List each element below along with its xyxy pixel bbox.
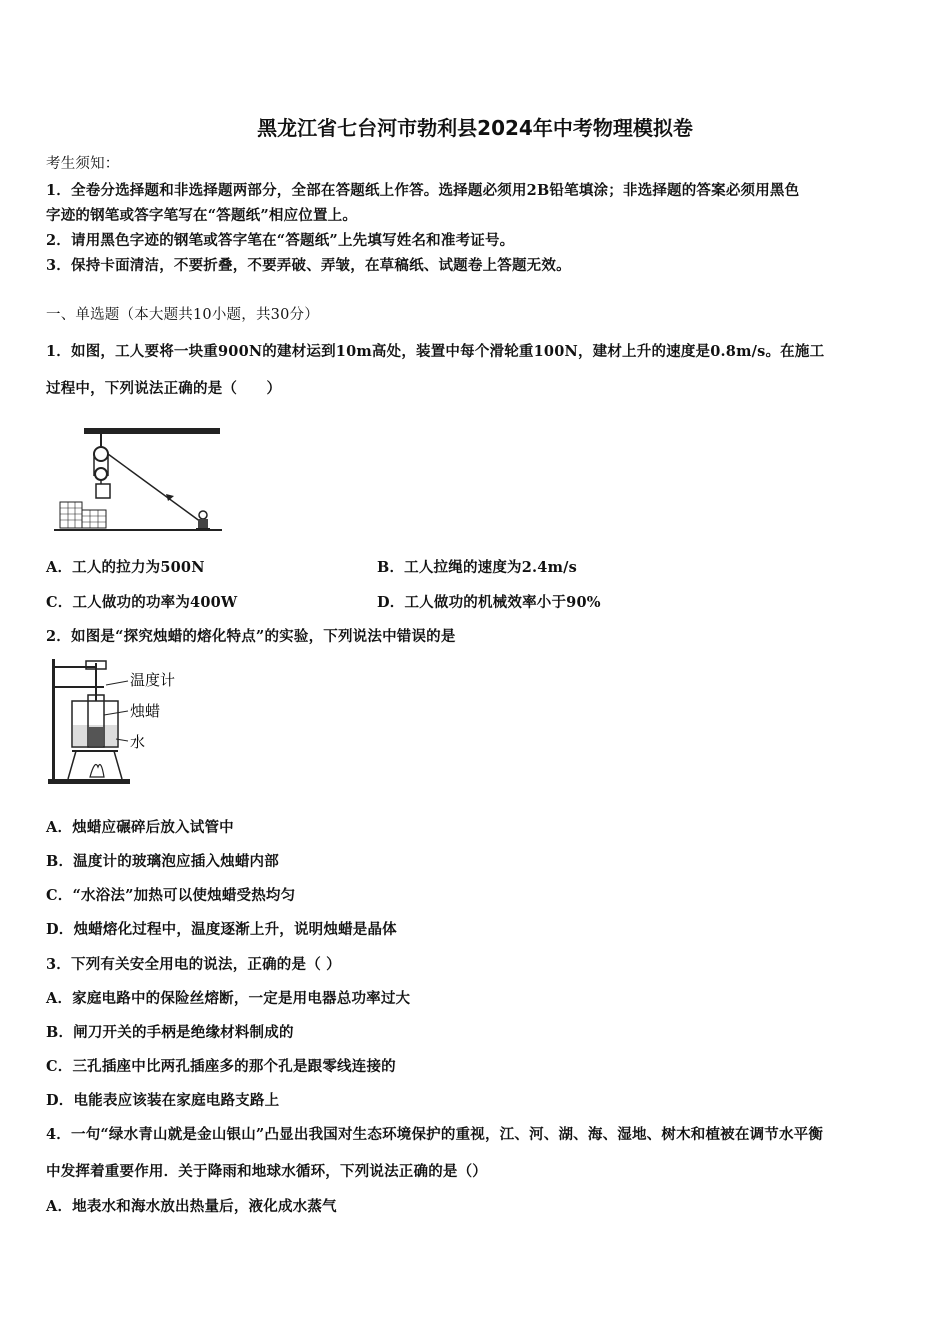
q4-option-a: A．地表水和海水放出热量后，液化成水蒸气 xyxy=(46,1198,337,1215)
q2-stem: 2．如图是“探究烛蜡的熔化特点”的实验，下列说法中错误的是 xyxy=(46,628,456,645)
q2-option-d: D．烛蜡熔化过程中，温度逐渐上升，说明烛蜡是晶体 xyxy=(46,921,397,938)
pulley-figure xyxy=(46,422,226,544)
q4-stem-line2: 中发挥着重要作用．关于降雨和地球水循环，下列说法正确的是（） xyxy=(46,1163,487,1180)
q1-option-c: C．工人做功的功率为400W xyxy=(46,594,238,611)
q1-stem-line2: 过程中，下列说法正确的是（ ） xyxy=(46,380,282,397)
q3-option-c: C．三孔插座中比两孔插座多的那个孔是跟零线连接的 xyxy=(46,1058,396,1075)
q1-stem-line1: 1．如图，工人要将一块重900N的建材运到10m高处，装置中每个滑轮重100N，建材上升的速度是0.8m/s。在施工 xyxy=(46,343,825,360)
page-title: 黑龙江省七台河市勃利县2024年中考物理模拟卷 xyxy=(257,116,693,140)
q3-stem: 3．下列有关安全用电的说法，正确的是（ ） xyxy=(46,956,341,973)
q2-option-a: A．烛蜡应碾碎后放入试管中 xyxy=(46,819,234,836)
q3-option-d: D．电能表应该装在家庭电路支路上 xyxy=(46,1092,280,1109)
q1-option-a: A．工人的拉力为500N xyxy=(46,559,205,576)
label-thermometer: 温度计 xyxy=(130,671,176,689)
q4-stem-line1: 4．一句“绿水青山就是金山银山”凸显出我国对生态环境保护的重视，江、河、湖、海、湿地、树木和植被在调节水平衡 xyxy=(46,1126,824,1143)
label-water: 水 xyxy=(130,733,146,751)
notice-item-2: 2．请用黑色字迹的钢笔或答字笔在“答题纸”上先填写姓名和准考证号。 xyxy=(46,232,515,249)
notice-item-3: 3．保持卡面清洁，不要折叠，不要弄破、弄皱，在草稿纸、试题卷上答题无效。 xyxy=(46,257,571,274)
notice-item-1-cont: 字迹的钢笔或答字笔写在“答题纸”相应位置上。 xyxy=(46,207,358,224)
label-wax: 烛蜡 xyxy=(130,702,161,720)
q2-option-b: B．温度计的玻璃泡应插入烛蜡内部 xyxy=(46,853,279,870)
q3-option-a: A．家庭电路中的保险丝熔断，一定是用电器总功率过大 xyxy=(46,990,411,1007)
section-heading: 一、单选题（本大题共10小题，共30分） xyxy=(46,307,319,323)
q1-option-b: B．工人拉绳的速度为2.4m/s xyxy=(377,559,577,576)
notice-heading: 考生须知： xyxy=(46,156,120,172)
q2-option-c: C．“水浴法”加热可以使烛蜡受热均匀 xyxy=(46,887,296,904)
q3-option-b: B．闸刀开关的手柄是绝缘材料制成的 xyxy=(46,1024,294,1041)
q1-option-d: D．工人做功的机械效率小于90% xyxy=(377,594,601,611)
notice-item-1: 1．全卷分选择题和非选择题两部分，全部在答题纸上作答。选择题必须用2B铅笔填涂；非选择题的答案必须用黑色 xyxy=(46,182,800,199)
wax-melting-figure xyxy=(46,655,176,787)
